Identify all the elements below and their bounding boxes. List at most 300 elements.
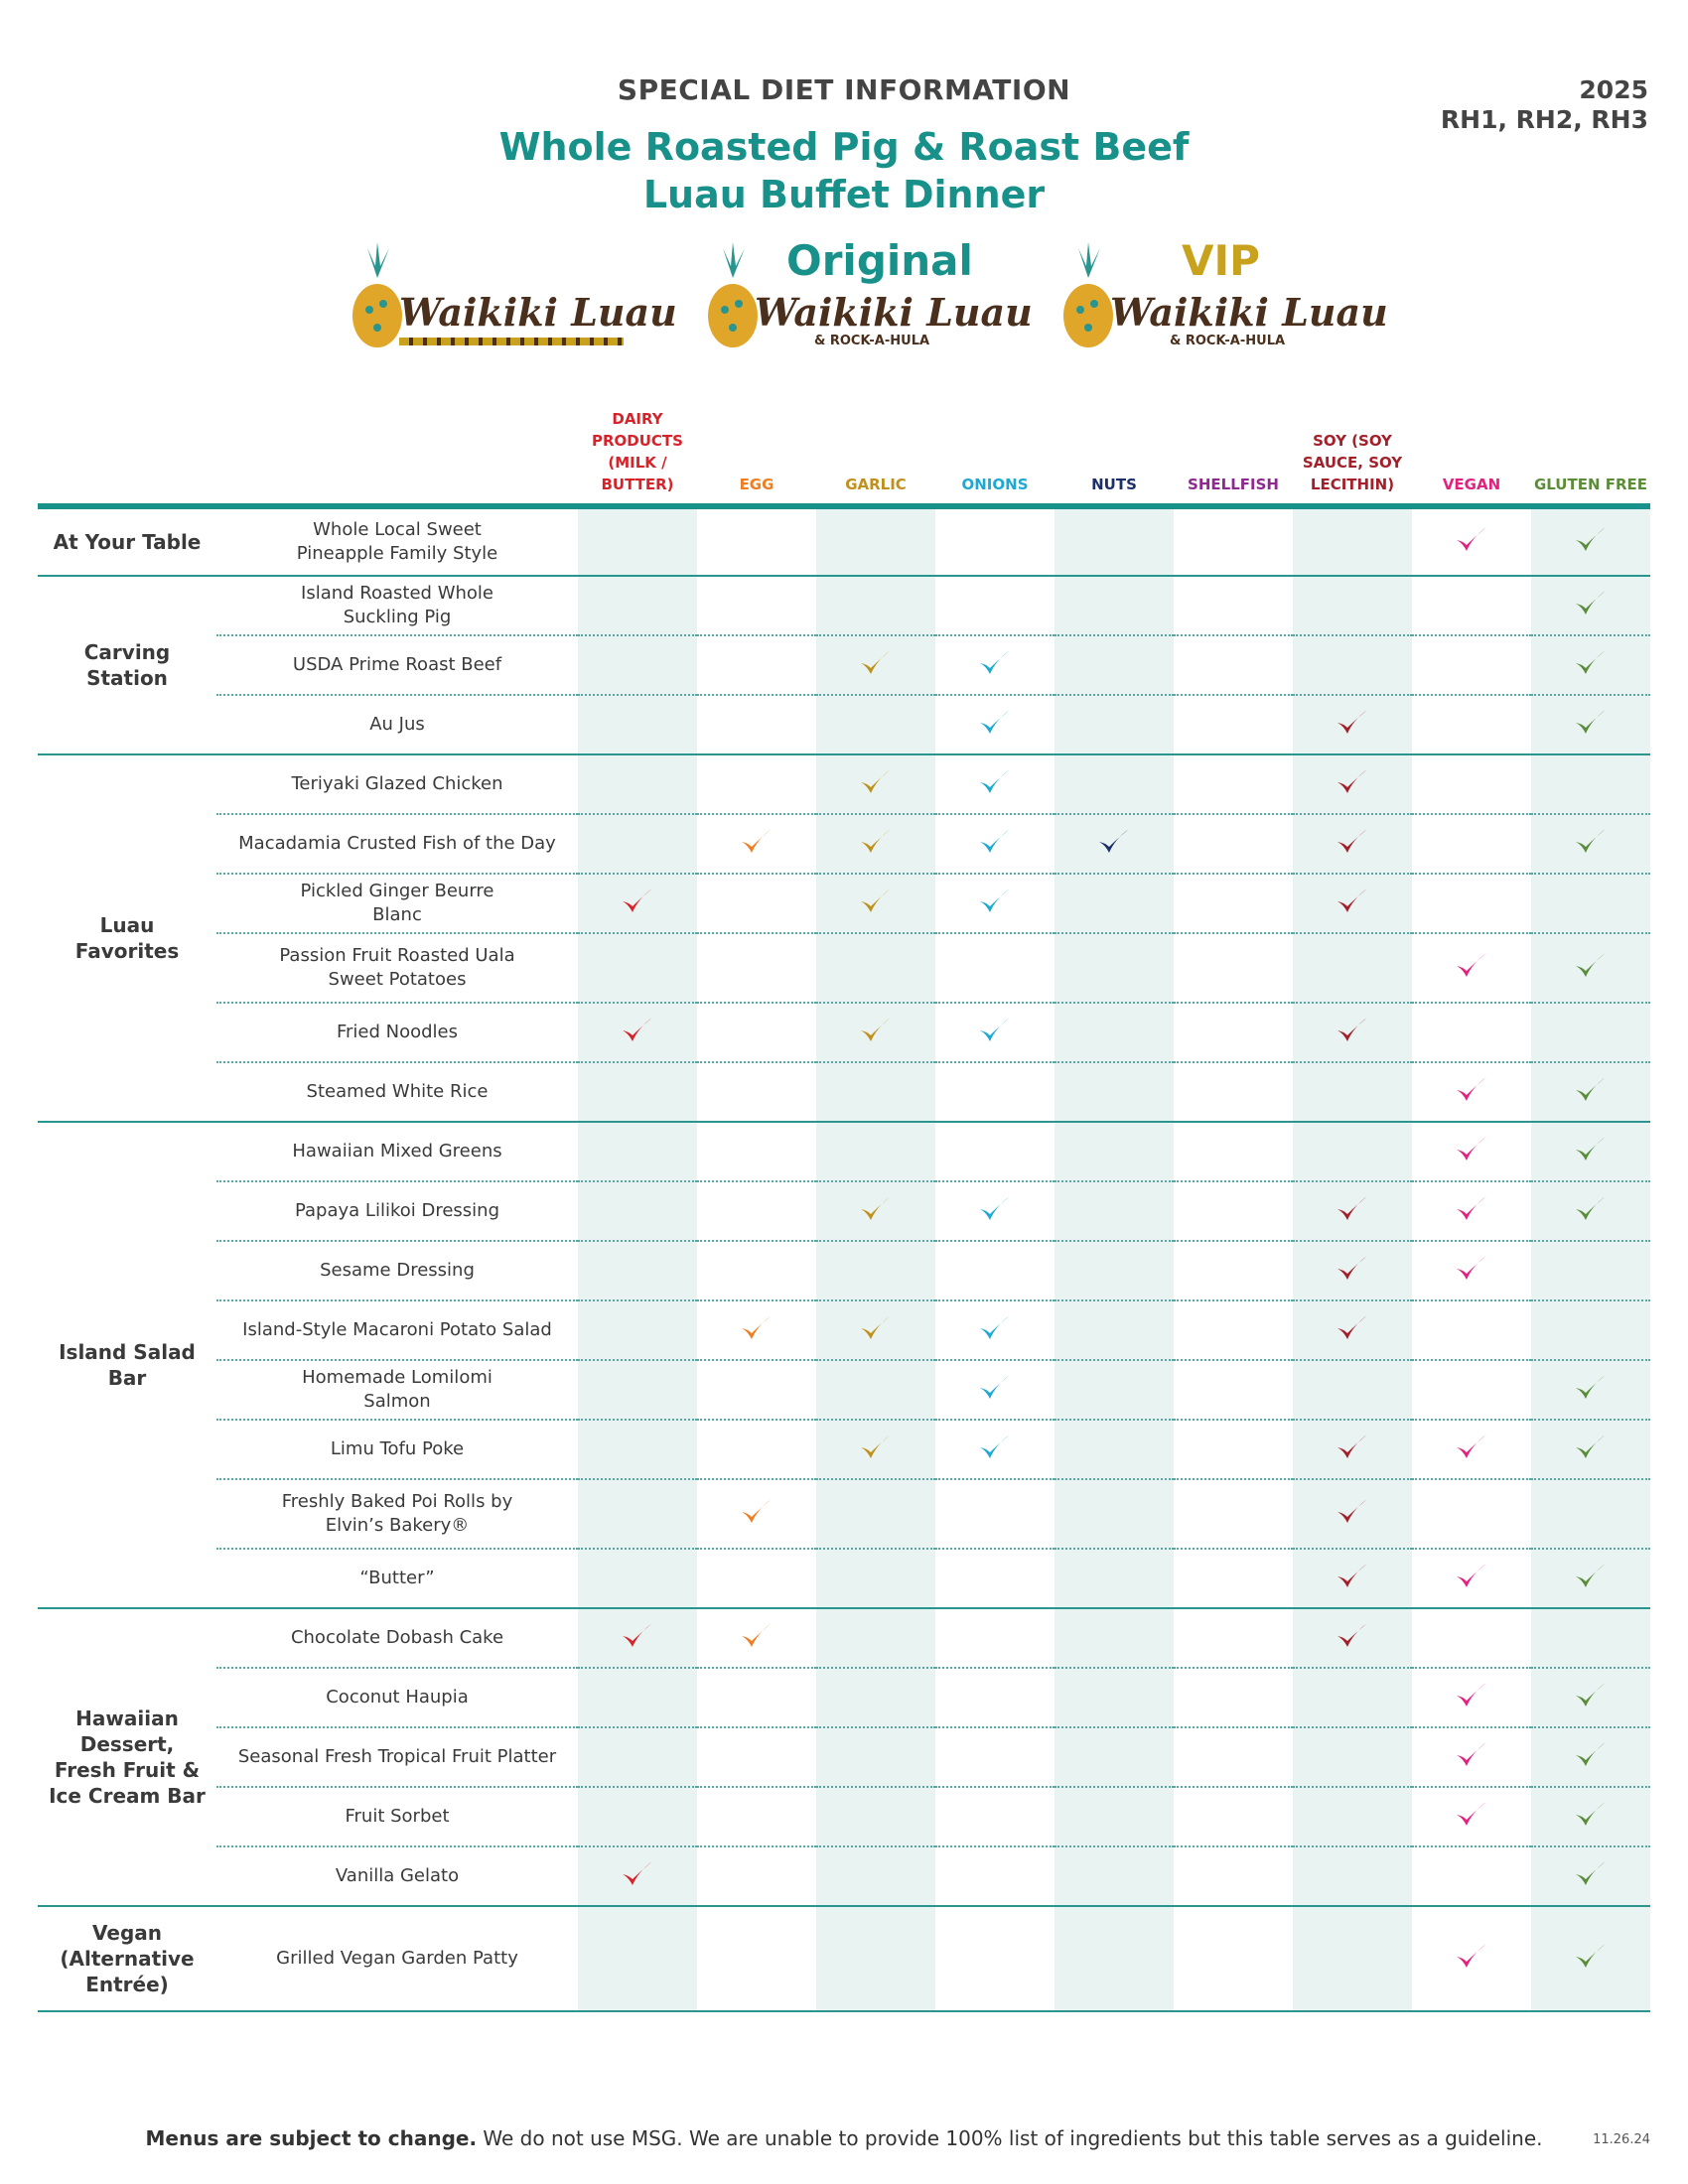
table-row: [38, 1727, 1650, 1787]
menu-item-name: “Butter”: [216, 1549, 578, 1608]
table-row: [38, 874, 1650, 933]
cell-shellfish: [1174, 1727, 1293, 1787]
check-icon: [1574, 1075, 1608, 1105]
cell-nuts: [1055, 1181, 1174, 1241]
cell-onions: [935, 1479, 1055, 1549]
check-icon: [1574, 589, 1608, 618]
check-icon: [1574, 648, 1608, 678]
cell-gluten-free: [1531, 933, 1650, 1003]
revision-date: 11.26.24: [1593, 2132, 1650, 2147]
cell-gluten-free: [1531, 814, 1650, 874]
cell-vegan: [1412, 1300, 1531, 1360]
cell-dairy: [578, 1181, 697, 1241]
cell-garlic: [816, 1360, 935, 1420]
footer-note: [0, 2126, 1688, 2150]
cell-onions: [935, 695, 1055, 754]
cell-shellfish: [1174, 1906, 1293, 2011]
cell-vegan: [1412, 814, 1531, 874]
cell-nuts: [1055, 576, 1174, 635]
cell-egg: [697, 1241, 816, 1300]
cell-gluten-free: [1531, 1241, 1650, 1300]
logo-waikiki-luau: [348, 238, 677, 357]
check-icon: [978, 1194, 1012, 1224]
table-row: [38, 814, 1650, 874]
cell-gluten-free: [1531, 1420, 1650, 1479]
category-label: Carving Station: [38, 576, 216, 754]
cell-egg: [697, 506, 816, 576]
check-icon: [1574, 708, 1608, 738]
check-icon: [1336, 1254, 1369, 1284]
logo-original-label: Original: [786, 236, 973, 285]
cell-dairy: [578, 1787, 697, 1846]
cell-shellfish: [1174, 506, 1293, 576]
cell-vegan: [1412, 1549, 1531, 1608]
cell-soy: [1293, 695, 1412, 754]
cell-garlic: [816, 1787, 935, 1846]
table-body: [38, 506, 1650, 2011]
cell-nuts: [1055, 1003, 1174, 1062]
cell-gluten-free: [1531, 1668, 1650, 1727]
column-header-row: [38, 401, 1650, 506]
cell-dairy: [578, 874, 697, 933]
cell-egg: [697, 874, 816, 933]
cell-onions: [935, 635, 1055, 695]
cell-onions: [935, 874, 1055, 933]
check-icon: [1336, 1562, 1369, 1591]
cell-gluten-free: [1531, 1608, 1650, 1668]
cell-egg: [697, 933, 816, 1003]
cell-dairy: [578, 1241, 697, 1300]
check-icon: [1336, 1497, 1369, 1527]
special-diet-table: [38, 401, 1650, 2012]
cell-egg: [697, 1846, 816, 1906]
cell-dairy: [578, 1062, 697, 1122]
cell-dairy: [578, 1846, 697, 1906]
logo-row: [0, 238, 1688, 357]
check-icon: [740, 1497, 774, 1527]
cell-onions: [935, 1003, 1055, 1062]
check-icon: [859, 767, 893, 797]
cell-dairy: [578, 1727, 697, 1787]
menu-item-name: Island Roasted Whole Suckling Pig: [216, 576, 578, 635]
cell-vegan: [1412, 576, 1531, 635]
cell-nuts: [1055, 1906, 1174, 2011]
cell-shellfish: [1174, 1846, 1293, 1906]
check-icon: [1455, 1075, 1488, 1105]
cell-dairy: [578, 576, 697, 635]
cell-soy: [1293, 576, 1412, 635]
cell-soy: [1293, 1003, 1412, 1062]
cell-gluten-free: [1531, 1181, 1650, 1241]
cell-egg: [697, 1906, 816, 2011]
header-vegan: VEGAN: [1412, 401, 1531, 506]
cell-nuts: [1055, 1727, 1174, 1787]
logo-vip-waikiki-luau: [1058, 236, 1388, 357]
check-icon: [1574, 1859, 1608, 1889]
cell-shellfish: [1174, 1479, 1293, 1549]
table-row: [38, 635, 1650, 695]
logo-vip-label: VIP: [1182, 236, 1260, 285]
check-icon: [1574, 827, 1608, 857]
cell-egg: [697, 576, 816, 635]
menu-item-name: Vanilla Gelato: [216, 1846, 578, 1906]
menu-item-name: USDA Prime Roast Beef: [216, 635, 578, 695]
check-icon: [859, 1194, 893, 1224]
cell-vegan: [1412, 1420, 1531, 1479]
check-icon: [859, 887, 893, 916]
cell-vegan: [1412, 1003, 1531, 1062]
cell-shellfish: [1174, 1787, 1293, 1846]
table-row: [38, 754, 1650, 814]
cell-garlic: [816, 576, 935, 635]
menu-item-name: Sesame Dressing: [216, 1241, 578, 1300]
cell-nuts: [1055, 1062, 1174, 1122]
cell-nuts: [1055, 506, 1174, 576]
cell-nuts: [1055, 1479, 1174, 1549]
check-icon: [978, 1313, 1012, 1343]
cell-gluten-free: [1531, 1062, 1650, 1122]
menu-title-line2: Luau Buffet Dinner: [642, 173, 1046, 216]
cell-vegan: [1412, 874, 1531, 933]
cell-onions: [935, 1181, 1055, 1241]
cell-vegan: [1412, 1122, 1531, 1181]
logo-wordmark: Waikiki Luau: [399, 290, 677, 335]
pineapple-icon: [1058, 238, 1118, 357]
category-label: Hawaiian Dessert, Fresh Fruit & Ice Cream Bar: [38, 1608, 216, 1906]
check-icon: [1336, 1621, 1369, 1651]
cell-soy: [1293, 1300, 1412, 1360]
cell-gluten-free: [1531, 1479, 1650, 1549]
check-icon: [859, 648, 893, 678]
menu-item-name: Teriyaki Glazed Chicken: [216, 754, 578, 814]
cell-nuts: [1055, 814, 1174, 874]
table-row: [38, 506, 1650, 576]
check-icon: [1574, 525, 1608, 555]
cell-nuts: [1055, 1608, 1174, 1668]
cell-egg: [697, 1549, 816, 1608]
cell-dairy: [578, 695, 697, 754]
cell-dairy: [578, 1360, 697, 1420]
cell-dairy: [578, 1003, 697, 1062]
cell-onions: [935, 1122, 1055, 1181]
table-row: [38, 1300, 1650, 1360]
table-row: [38, 1608, 1650, 1668]
menu-item-name: Steamed White Rice: [216, 1062, 578, 1122]
table-row: [38, 695, 1650, 754]
cell-soy: [1293, 1846, 1412, 1906]
cell-gluten-free: [1531, 1787, 1650, 1846]
cell-shellfish: [1174, 1122, 1293, 1181]
cell-gluten-free: [1531, 1122, 1650, 1181]
cell-garlic: [816, 1420, 935, 1479]
cell-dairy: [578, 933, 697, 1003]
table-row: [38, 1360, 1650, 1420]
cell-shellfish: [1174, 1420, 1293, 1479]
cell-garlic: [816, 1062, 935, 1122]
table-row: [38, 1479, 1650, 1549]
header-item: [216, 401, 578, 506]
cell-dairy: [578, 1549, 697, 1608]
cell-gluten-free: [1531, 576, 1650, 635]
cell-nuts: [1055, 874, 1174, 933]
cell-shellfish: [1174, 1003, 1293, 1062]
cell-egg: [697, 1003, 816, 1062]
table-row: [38, 1549, 1650, 1608]
cell-onions: [935, 1549, 1055, 1608]
check-icon: [1336, 767, 1369, 797]
cell-soy: [1293, 506, 1412, 576]
cell-garlic: [816, 1181, 935, 1241]
check-icon: [978, 1016, 1012, 1045]
cell-vegan: [1412, 1727, 1531, 1787]
cell-vegan: [1412, 635, 1531, 695]
category-label: Luau Favorites: [38, 754, 216, 1122]
menu-item-name: Island-Style Macaroni Potato Salad: [216, 1300, 578, 1360]
cell-onions: [935, 754, 1055, 814]
cell-nuts: [1055, 695, 1174, 754]
check-icon: [1336, 827, 1369, 857]
check-icon: [1455, 1740, 1488, 1770]
header-garlic: GARLIC: [816, 401, 935, 506]
table-row: [38, 1420, 1650, 1479]
check-icon: [859, 1016, 893, 1045]
check-icon: [1336, 1194, 1369, 1224]
menu-item-name: Freshly Baked Poi Rolls by Elvin’s Bakery®: [216, 1479, 578, 1549]
check-icon: [978, 767, 1012, 797]
cell-garlic: [816, 754, 935, 814]
pineapple-icon: [703, 238, 763, 357]
cell-gluten-free: [1531, 1906, 1650, 2011]
cell-gluten-free: [1531, 695, 1650, 754]
cell-garlic: [816, 933, 935, 1003]
cell-gluten-free: [1531, 1360, 1650, 1420]
cell-gluten-free: [1531, 1549, 1650, 1608]
cell-gluten-free: [1531, 1846, 1650, 1906]
cell-shellfish: [1174, 1668, 1293, 1727]
check-icon: [978, 648, 1012, 678]
cell-egg: [697, 695, 816, 754]
cell-vegan: [1412, 1241, 1531, 1300]
cell-shellfish: [1174, 933, 1293, 1003]
table-row: [38, 576, 1650, 635]
cell-garlic: [816, 1549, 935, 1608]
cell-shellfish: [1174, 695, 1293, 754]
table-row: [38, 1003, 1650, 1062]
header-soy: SOY (SOY SAUCE, SOY LECITHIN): [1293, 401, 1412, 506]
check-icon: [1574, 1373, 1608, 1403]
cell-soy: [1293, 1668, 1412, 1727]
pineapple-icon: [348, 238, 407, 357]
check-icon: [621, 887, 654, 916]
cell-nuts: [1055, 635, 1174, 695]
check-icon: [1574, 1433, 1608, 1462]
cell-nuts: [1055, 1846, 1174, 1906]
cell-onions: [935, 1420, 1055, 1479]
cell-onions: [935, 1787, 1055, 1846]
cell-shellfish: [1174, 1062, 1293, 1122]
cell-soy: [1293, 1906, 1412, 2011]
cell-vegan: [1412, 1608, 1531, 1668]
page-heading: SPECIAL DIET INFORMATION: [617, 73, 1071, 106]
cell-garlic: [816, 1846, 935, 1906]
check-icon: [1455, 1562, 1488, 1591]
check-icon: [1336, 1313, 1369, 1343]
cell-shellfish: [1174, 1360, 1293, 1420]
cell-egg: [697, 635, 816, 695]
cell-garlic: [816, 874, 935, 933]
cell-vegan: [1412, 1360, 1531, 1420]
cell-garlic: [816, 695, 935, 754]
cell-vegan: [1412, 1181, 1531, 1241]
check-icon: [1455, 1254, 1488, 1284]
cell-shellfish: [1174, 874, 1293, 933]
cell-dairy: [578, 814, 697, 874]
cell-vegan: [1412, 1906, 1531, 2011]
cell-garlic: [816, 1122, 935, 1181]
category-label: Vegan (Alternative Entrée): [38, 1906, 216, 2011]
cell-gluten-free: [1531, 1727, 1650, 1787]
check-icon: [1455, 1135, 1488, 1164]
cell-egg: [697, 754, 816, 814]
cell-egg: [697, 1479, 816, 1549]
venue-codes: RH1, RH2, RH3: [1440, 105, 1648, 134]
header-gluten-free: GLUTEN FREE: [1531, 401, 1650, 506]
cell-shellfish: [1174, 1241, 1293, 1300]
cell-dairy: [578, 1906, 697, 2011]
cell-onions: [935, 933, 1055, 1003]
header-category: [38, 401, 216, 506]
cell-shellfish: [1174, 1300, 1293, 1360]
check-icon: [621, 1859, 654, 1889]
check-icon: [1455, 1433, 1488, 1462]
cell-soy: [1293, 635, 1412, 695]
cell-nuts: [1055, 1549, 1174, 1608]
check-icon: [1455, 1681, 1488, 1710]
check-icon: [1574, 951, 1608, 981]
check-icon: [978, 827, 1012, 857]
check-icon: [1336, 1016, 1369, 1045]
menu-item-name: Macadamia Crusted Fish of the Day: [216, 814, 578, 874]
cell-egg: [697, 1062, 816, 1122]
cell-onions: [935, 1360, 1055, 1420]
check-icon: [978, 887, 1012, 916]
cell-onions: [935, 506, 1055, 576]
check-icon: [859, 1433, 893, 1462]
cell-vegan: [1412, 506, 1531, 576]
cell-onions: [935, 576, 1055, 635]
cell-dairy: [578, 1300, 697, 1360]
menu-item-name: Limu Tofu Poke: [216, 1420, 578, 1479]
cell-shellfish: [1174, 814, 1293, 874]
cell-onions: [935, 1608, 1055, 1668]
check-icon: [1574, 1135, 1608, 1164]
menu-item-name: Papaya Lilikoi Dressing: [216, 1181, 578, 1241]
cell-shellfish: [1174, 1549, 1293, 1608]
table-row: [38, 1906, 1650, 2011]
menu-item-name: Fruit Sorbet: [216, 1787, 578, 1846]
cell-soy: [1293, 1727, 1412, 1787]
check-icon: [1455, 1800, 1488, 1830]
cell-garlic: [816, 1906, 935, 2011]
check-icon: [1455, 951, 1488, 981]
check-icon: [1574, 1681, 1608, 1710]
cell-dairy: [578, 1668, 697, 1727]
table-row: [38, 1181, 1650, 1241]
cell-egg: [697, 1181, 816, 1241]
cell-onions: [935, 1906, 1055, 2011]
menu-item-name: Pickled Ginger Beurre Blanc: [216, 874, 578, 933]
menu-item-name: Fried Noodles: [216, 1003, 578, 1062]
logo-subtitle: & ROCK-A-HULA: [814, 334, 930, 348]
table-row: [38, 1122, 1650, 1181]
menu-item-name: Seasonal Fresh Tropical Fruit Platter: [216, 1727, 578, 1787]
check-icon: [740, 1621, 774, 1651]
cell-gluten-free: [1531, 506, 1650, 576]
table-row: [38, 1846, 1650, 1906]
check-icon: [1336, 1433, 1369, 1462]
cell-soy: [1293, 1122, 1412, 1181]
cell-soy: [1293, 1420, 1412, 1479]
cell-garlic: [816, 1003, 935, 1062]
year: 2025: [1579, 75, 1648, 104]
cell-soy: [1293, 1181, 1412, 1241]
cell-soy: [1293, 814, 1412, 874]
category-label: Island Salad Bar: [38, 1122, 216, 1608]
check-icon: [1574, 1194, 1608, 1224]
cell-gluten-free: [1531, 635, 1650, 695]
check-icon: [621, 1621, 654, 1651]
menu-item-name: Passion Fruit Roasted Uala Sweet Potatoes: [216, 933, 578, 1003]
cell-nuts: [1055, 1420, 1174, 1479]
menu-title-line1: Whole Roasted Pig & Roast Beef: [498, 125, 1190, 169]
cell-soy: [1293, 1608, 1412, 1668]
table-row: [38, 1241, 1650, 1300]
cell-dairy: [578, 1608, 697, 1668]
cell-dairy: [578, 506, 697, 576]
cell-egg: [697, 1668, 816, 1727]
cell-dairy: [578, 1420, 697, 1479]
check-icon: [1336, 887, 1369, 916]
cell-shellfish: [1174, 754, 1293, 814]
check-icon: [978, 1433, 1012, 1462]
cell-nuts: [1055, 933, 1174, 1003]
cell-nuts: [1055, 1360, 1174, 1420]
cell-onions: [935, 1241, 1055, 1300]
cell-onions: [935, 1727, 1055, 1787]
cell-soy: [1293, 754, 1412, 814]
cell-nuts: [1055, 1300, 1174, 1360]
cell-vegan: [1412, 1668, 1531, 1727]
cell-gluten-free: [1531, 1300, 1650, 1360]
logo-wordmark: Waikiki Luau: [1110, 290, 1388, 335]
check-icon: [859, 827, 893, 857]
cell-garlic: [816, 506, 935, 576]
cell-garlic: [816, 1727, 935, 1787]
cell-nuts: [1055, 754, 1174, 814]
cell-vegan: [1412, 933, 1531, 1003]
cell-soy: [1293, 1062, 1412, 1122]
cell-onions: [935, 814, 1055, 874]
check-icon: [978, 708, 1012, 738]
cell-onions: [935, 1668, 1055, 1727]
cell-vegan: [1412, 1062, 1531, 1122]
menu-item-name: Au Jus: [216, 695, 578, 754]
cell-garlic: [816, 1300, 935, 1360]
check-icon: [859, 1313, 893, 1343]
check-icon: [1574, 1562, 1608, 1591]
cell-egg: [697, 1300, 816, 1360]
cell-garlic: [816, 1479, 935, 1549]
